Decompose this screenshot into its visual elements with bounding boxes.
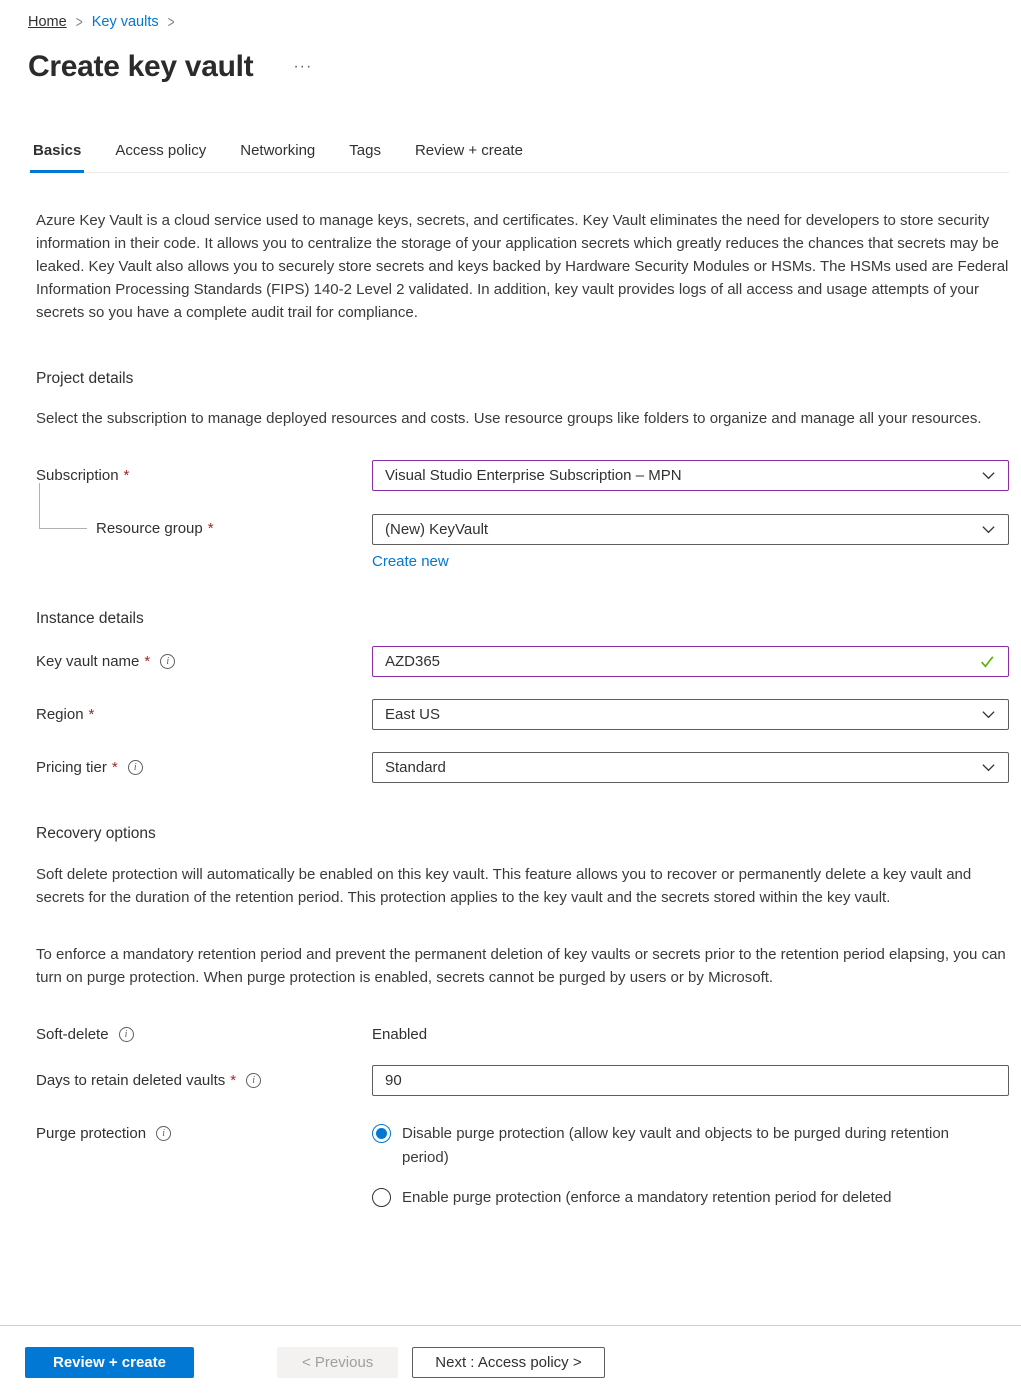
more-options-icon[interactable]: ··· — [293, 58, 313, 75]
required-asterisk: * — [144, 653, 151, 670]
key-vault-name-label: Key vault name — [36, 653, 140, 670]
chevron-right-icon: > — [167, 12, 175, 32]
chevron-down-icon — [981, 760, 996, 775]
breadcrumb — [28, 14, 1009, 30]
key-vault-name-row — [36, 646, 1009, 677]
radio-disable-label: Disable purge protection (allow key vault and objects to be purged during retention period) — [402, 1125, 950, 1166]
purge-protection-paragraph: To enforce a mandatory retention period and prevent the permanent deletion of key vaults or secrets prior to the retention period elapsing, you can turn on purge protection. When purge protection is enabled, secrets cannot be purged by users or by Microsoft. — [36, 946, 1006, 986]
pricing-tier-value: Standard — [385, 759, 446, 776]
purge-protection-row — [36, 1122, 1009, 1226]
radio-enable-purge-protection[interactable] — [372, 1186, 1009, 1210]
page-title: Create key vault — [28, 50, 254, 83]
resource-group-value: (New) KeyVault — [385, 521, 489, 538]
indent-connector-line — [39, 483, 87, 529]
tab-networking[interactable]: Networking — [240, 142, 316, 159]
project-details-description: Select the subscription to manage deployed resources and costs. Use resource groups like folders to organize and manage all your resources. — [36, 410, 982, 427]
breadcrumb-key-vaults-link[interactable]: Key vaults — [91, 14, 159, 30]
retention-days-label-group — [36, 1072, 372, 1089]
info-icon[interactable]: i — [156, 1126, 171, 1141]
basics-tab-content — [28, 209, 1009, 1226]
subscription-dropdown[interactable] — [372, 460, 1009, 491]
tab-tags[interactable]: Tags — [349, 142, 381, 159]
key-vault-name-input[interactable] — [385, 653, 979, 670]
purge-protection-label-group — [36, 1125, 372, 1142]
tab-basics[interactable]: Basics — [33, 142, 81, 172]
pricing-tier-dropdown[interactable] — [372, 752, 1009, 783]
create-new-link[interactable]: Create new — [372, 553, 449, 570]
soft-delete-label-group — [36, 1026, 372, 1043]
breadcrumb-home-link[interactable]: Home — [28, 14, 67, 30]
chevron-down-icon — [981, 522, 996, 537]
info-icon[interactable]: i — [128, 760, 143, 775]
pricing-tier-label: Pricing tier — [36, 759, 107, 776]
radio-disable-purge-protection[interactable] — [372, 1122, 1009, 1170]
chevron-right-icon: > — [75, 12, 83, 32]
chevron-down-icon — [981, 468, 996, 483]
required-asterisk: * — [88, 706, 95, 723]
soft-delete-row — [36, 1026, 1009, 1043]
retention-days-row — [36, 1065, 1009, 1096]
radio-unselected-icon — [372, 1188, 391, 1207]
resource-group-label: Resource group — [96, 520, 203, 537]
info-icon[interactable]: i — [246, 1073, 261, 1088]
tab-review-create[interactable]: Review + create — [414, 142, 523, 159]
region-row — [36, 699, 1009, 730]
region-value: East US — [385, 706, 441, 723]
intro-paragraph: Azure Key Vault is a cloud service used to manage keys, secrets, and certificates. Key Vault eliminates the need for developers to store security information in their code. It allows you to centralize the storage of your application secrets which greatly reduces the chances that secrets may be leaked. Key Vault also allows you to securely store secrets and keys backed by Hardware Security Modules or HSMs. The HSMs used are Federal Information Processing Standards (FIPS) 140-2 Level 2 validated. In addition, key vault provides logs of all access and usage attempts of your secrets so you have a complete audit trail for compliance. — [36, 212, 1009, 321]
required-asterisk: * — [207, 520, 214, 537]
subscription-label-group — [36, 467, 372, 484]
info-icon[interactable]: i — [160, 654, 175, 669]
valid-check-icon — [979, 653, 996, 670]
region-label-group — [36, 706, 372, 723]
region-label: Region — [36, 706, 84, 723]
tab-access-policy[interactable]: Access policy — [115, 142, 207, 159]
instance-details-heading: Instance details — [36, 610, 144, 627]
review-create-button[interactable]: Review + create — [25, 1347, 194, 1378]
title-row — [28, 50, 1009, 84]
key-vault-name-field — [372, 646, 1009, 677]
pricing-tier-label-group — [36, 759, 372, 776]
key-vault-name-label-group — [36, 653, 372, 670]
retention-days-label: Days to retain deleted vaults — [36, 1072, 226, 1089]
subscription-label: Subscription — [36, 467, 119, 484]
resource-group-dropdown[interactable] — [372, 514, 1009, 545]
tab-bar — [28, 142, 1009, 173]
soft-delete-value: Enabled — [372, 1026, 428, 1043]
radio-enable-label: Enable purge protection (enforce a mandatory retention period for deleted — [402, 1189, 892, 1206]
required-asterisk: * — [123, 467, 130, 484]
subscription-value: Visual Studio Enterprise Subscription – MPN — [385, 467, 682, 484]
required-asterisk: * — [111, 759, 118, 776]
region-dropdown[interactable] — [372, 699, 1009, 730]
recovery-options-heading: Recovery options — [36, 825, 156, 842]
retention-days-input[interactable] — [385, 1072, 996, 1089]
info-icon[interactable]: i — [119, 1027, 134, 1042]
purge-protection-label: Purge protection — [36, 1125, 147, 1142]
subscription-row — [36, 460, 1009, 491]
chevron-down-icon — [981, 707, 996, 722]
radio-selected-icon — [372, 1124, 391, 1143]
soft-delete-paragraph: Soft delete protection will automatically be enabled on this key vault. This feature allows you to recover or permanently delete a key vault and secrets for the duration of the retention period. This protection applies to the key vault and the secrets stored within the key vault. — [36, 866, 972, 906]
retention-days-field — [372, 1065, 1009, 1096]
previous-button[interactable]: < Previous — [277, 1347, 398, 1378]
resource-group-row — [36, 514, 1009, 570]
soft-delete-label: Soft-delete — [36, 1026, 109, 1043]
footer-action-bar — [0, 1325, 1021, 1399]
next-access-policy-button[interactable]: Next : Access policy > — [412, 1347, 604, 1378]
pricing-tier-row — [36, 752, 1009, 783]
required-asterisk: * — [230, 1072, 237, 1089]
project-details-heading: Project details — [36, 370, 134, 387]
